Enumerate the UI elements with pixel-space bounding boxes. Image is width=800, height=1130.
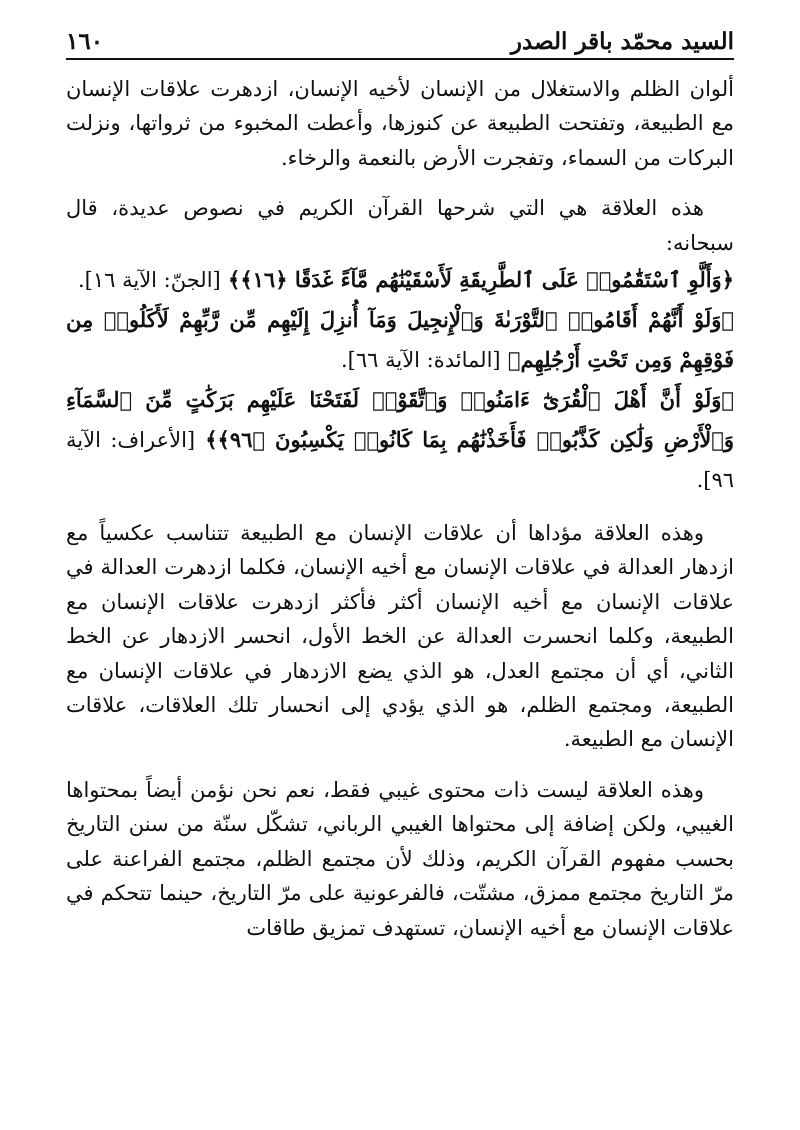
quran-verse-maidah [66, 300, 734, 380]
book-page [66, 24, 734, 1114]
paragraph-historical-law: وهذه العلاقة ليست ذات محتوى غيبي فقط، نعم نحن نؤمن أيضاً بمحتواها الغيبي، ولكن إضافة إلى محتواها الغيبي الرباني، تشكّل سنّة من سنن التاريخ بحسب مفهوم القرآن الكريم، وذلك لأن مجتمع الظلم، مجتمع الفراعنة على مرّ التاريخ مجتمع ممزق، مشتّت، فالفرعونية على مرّ التاريخ، حينما تتحكم في علاقات الإنسان مع أخيه الإنسان، تستهدف تمزيق طاقات [66, 777, 734, 940]
running-header [66, 24, 734, 60]
verse-reference: [الجنّ: الآية ١٦]. [77, 268, 221, 293]
verse-text: ﴿وَأَلَّوِ ٱسْتَقَٰمُوا۟ عَلَى ٱلطَّرِيقَةِ لَأَسْقَيْنَٰهُم مَّآءً غَدَقًا ﴿١٦﴾﴾ [228, 267, 734, 293]
paragraph-continuation: ألوان الظلم والاستغلال من الإنسان لأخيه الإنسان، ازدهرت علاقات الإنسان مع الطبيعة، وتفتحت الطبيعة عن كنوزها، وأعطت المخبوء من ثرواتها، ونزلت البركات من السماء، وتفجرت الأرض بالنعمة والرخاء. [66, 77, 734, 170]
page-number: ١٦٠ [66, 28, 104, 55]
header-author-title: السيد محمّد باقر الصدر [510, 28, 734, 55]
verse-text: ﴿وَلَوْ أَنَّ أَهْلَ ٱلْقُرَىٰٓ ءَامَنُوا۟ وَٱتَّقَوْا۟ لَفَتَحْنَا عَلَيْهِم بَرَكَٰتٍ مِّنَ ٱلسَّمَآءِ وَٱلْأَرْضِ وَلَٰكِن كَذَّبُوا۟ فَأَخَذْنَٰهُم بِمَا كَانُوا۟ يَكْسِبُونَ ﴿٩٦﴾﴾ [66, 387, 735, 453]
quran-verse-araf [66, 380, 734, 500]
paragraph-intro-verses: هذه العلاقة هي التي شرحها القرآن الكريم في نصوص عديدة، قال سبحانه: [66, 196, 734, 255]
paragraph-inverse-relation: وهذه العلاقة مؤداها أن علاقات الإنسان مع الطبيعة تتناسب عكسياً مع ازدهار العدالة في علاقات الإنسان مع أخيه الإنسان، فكلما ازدهرت العدالة في علاقات الإنسان مع أخيه الإنسان أكثر فأكثر ازدهرت علاقات الإنسان مع الطبيعة، وكلما انحسرت العدالة عن الخط الأول، انحسر الازدهار عن الخط الثاني، أي أن مجتمع العدل، هو الذي يضع الازدهار في علاقات الإنسان مع الطبيعة، ومجتمع الظلم، هو الذي يؤدي إلى انحسار تلك العلاقات، علاقات الإنسان مع الطبيعة. [66, 521, 734, 752]
verse-reference: [المائدة: الآية ٦٦]. [340, 348, 501, 373]
verse-reference: [الأعراف: الآية ٩٦]. [66, 428, 734, 493]
verse-text: ﴿وَلَوْ أَنَّهُمْ أَقَامُوا۟ ٱلتَّوْرَىٰةَ وَٱلْإِنجِيلَ وَمَآ أُنزِلَ إِلَيْهِم مِّن رَّبِّهِمْ لَأَكَلُوا۟ مِن فَوْقِهِمْ وَمِن تَحْتِ أَرْجُلِهِم﴾ [66, 307, 734, 373]
quran-verse-jinn [66, 260, 734, 300]
page-body [66, 72, 734, 945]
